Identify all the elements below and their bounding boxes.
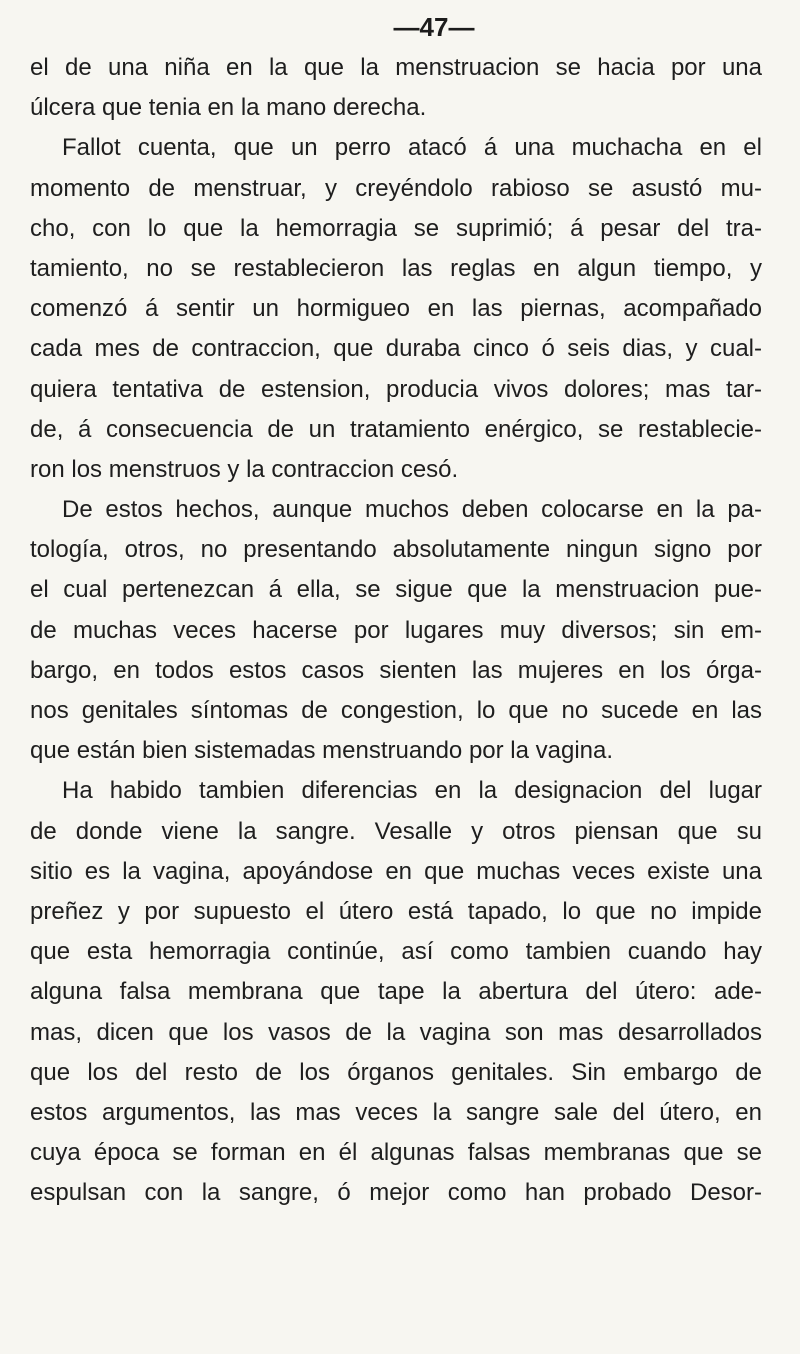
text-line: bargo, en todos estos casos sienten las mujeres en los órga- <box>30 656 762 684</box>
text-line: cuya época se forman en él algunas falsas membranas que se <box>30 1139 762 1167</box>
text-line: que los del resto de los órganos genitales. Sin embargo de <box>30 1058 762 1086</box>
text-line: que esta hemorragia continúe, así como tambien cuando hay <box>30 938 762 966</box>
text-line: de donde viene la sangre. Vesalle y otros piensan que su <box>30 817 762 845</box>
text-line: ron los menstruos y la contraccion cesó. <box>30 455 459 483</box>
text-line: De estos hechos, aunque muchos deben colocarse en la pa- <box>62 496 762 524</box>
text-line: comenzó á sentir un hormigueo en las piernas, acompañado <box>30 295 762 323</box>
text-line: tamiento, no se restablecieron las reglas en algun tiempo, y <box>30 254 762 282</box>
text-line: Ha habido tambien diferencias en la designacion del lugar <box>62 777 762 805</box>
text-line: alguna falsa membrana que tape la abertura del útero: ade- <box>30 978 762 1006</box>
text-line: de muchas veces hacerse por lugares muy diversos; sin em- <box>30 616 762 644</box>
text-line: de, á consecuencia de un tratamiento enérgico, se restablecie- <box>30 415 762 443</box>
text-line: cada mes de contraccion, que duraba cinco ó seis dias, y cual- <box>30 335 762 363</box>
text-line: sitio es la vagina, apoyándose en que muchas veces existe una <box>30 857 762 885</box>
body-text <box>30 48 762 1213</box>
text-line: el cual pertenezcan á ella, se sigue que la menstruacion pue- <box>30 576 762 604</box>
text-line: espulsan con la sangre, ó mejor como han probado Desor- <box>30 1179 762 1207</box>
text-line: momento de menstruar, y creyéndolo rabioso se asustó mu- <box>30 174 762 202</box>
text-line: estos argumentos, las mas veces la sangre sale del útero, en <box>30 1098 762 1126</box>
page-number: —47— <box>393 12 475 42</box>
text-line: úlcera que tenia en la mano derecha. <box>30 94 427 122</box>
text-line: quiera tentativa de estension, producia vivos dolores; mas tar- <box>30 375 762 403</box>
text-line: que están bien sistemadas menstruando por la vagina. <box>30 737 614 765</box>
text-line: el de una niña en la que la menstruacion se hacia por una <box>30 54 762 81</box>
text-line: tología, otros, no presentando absolutamente ningun signo por <box>30 536 762 564</box>
text-line: preñez y por supuesto el útero está tapado, lo que no impide <box>30 897 762 925</box>
text-line: cho, con lo que la hemorragia se suprimió; á pesar del tra- <box>30 214 762 242</box>
text-line: Fallot cuenta, que un perro atacó á una muchacha en el <box>62 134 762 162</box>
text-line: mas, dicen que los vasos de la vagina son mas desarrollados <box>30 1018 762 1046</box>
text-line: nos genitales síntomas de congestion, lo que no sucede en las <box>30 697 762 724</box>
